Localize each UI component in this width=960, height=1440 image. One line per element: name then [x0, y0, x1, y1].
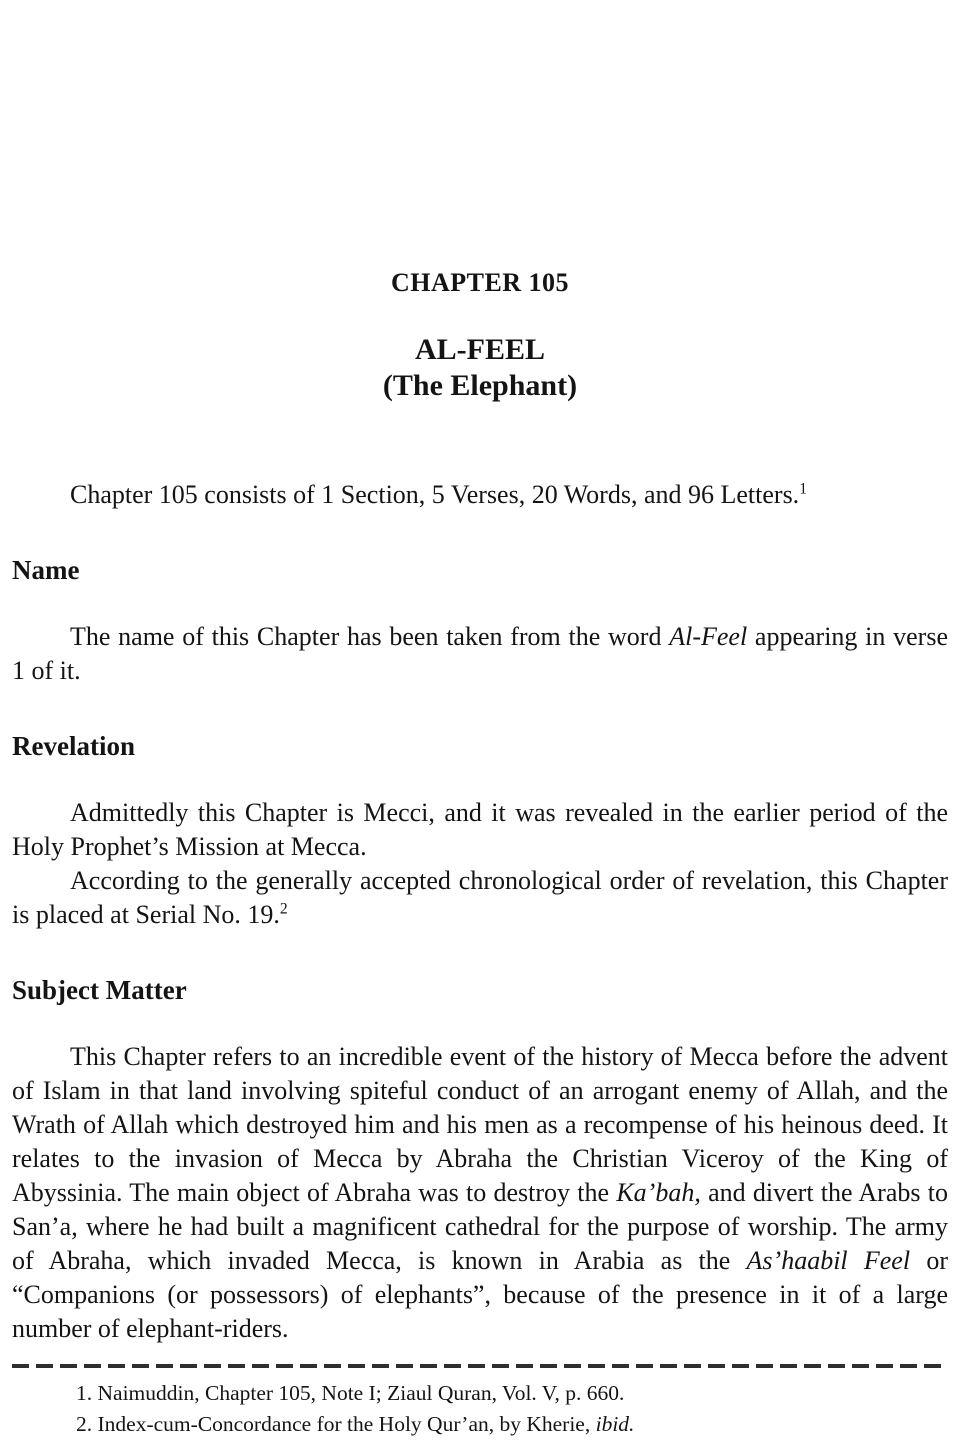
revelation-paragraph-1: Admittedly this Chapter is Mecci, and it was revealed in the earlier period of the Holy Prophet’s Mission at Mecca. [12, 798, 948, 861]
intro-paragraph: Chapter 105 consists of 1 Section, 5 Verses, 20 Words, and 96 Letters.$^1$ [70, 480, 807, 509]
revelation-paragraph-2: According to the generally accepted chronological order of revelation, this Chapter is placed at Serial No. 19.$^2$ [12, 866, 948, 929]
footnotes-list [12, 1378, 948, 1440]
heading-name: Name [12, 555, 80, 585]
subject-matter-paragraph: This Chapter refers to an incredible event of the history of Mecca before the advent of Islam in that land involving spiteful conduct of an arrogant enemy of Allah, and the Wrath of Allah which destroyed him and his men as a recompense of his heinous deed. It relates to the invasion of Mecca by Abraha the Christian Viceroy of the King of Abyssinia. The main object of Abraha was to destroy the Ka’bah, and divert the Arabs to San’a, where he had built a magnificent cathedral for the purpose of worship. The army of Abraha, which invaded Mecca, is known in Arabia as the As’haabil Feel or “Companions (or possessors) of elephants”, because of the presence in it of a large number of elephant-riders. [12, 1042, 948, 1343]
section-revelation [12, 730, 948, 932]
heading-revelation: Revelation [12, 731, 135, 761]
chapter-number: CHAPTER 105 [390, 268, 570, 297]
chapter-title: AL-FEEL [414, 333, 546, 366]
section-name [12, 554, 948, 688]
heading-subject-matter: Subject Matter [12, 975, 187, 1005]
footnote-1: 1. Naimuddin, Chapter 105, Note I; Ziaul Quran, Vol. V, p. 660. [76, 1381, 625, 1405]
name-paragraph: The name of this Chapter has been taken from the word Al-Feel appearing in verse 1 of it. [12, 622, 948, 685]
chapter-header [12, 268, 948, 404]
footnote-2: 2. Index-cum-Concordance for the Holy Qur’an, by Kherie, ibid. [76, 1412, 635, 1436]
section-subject-matter [12, 974, 948, 1346]
chapter-subtitle: (The Elephant) [382, 369, 578, 402]
footnote-divider [12, 1364, 948, 1368]
